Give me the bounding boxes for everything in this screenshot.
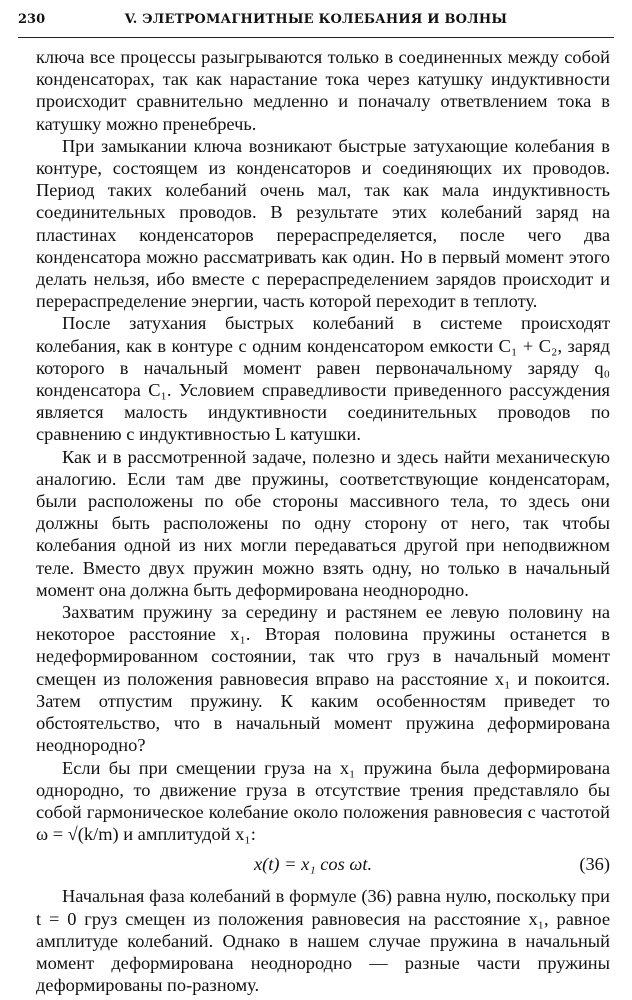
text-body [36, 46, 610, 996]
running-header [18, 12, 614, 27]
paragraph-2: При замыкании ключа возникают быстрые затухающие колебания в контуре, состоящем из конденсаторов и соединяющих их проводов. Период таких колебаний очень мал, так как мала индуктивность соединительных проводов. В результате этих колебаний заряд на пластинах конденсаторов перераспределяется, после чего два конденсатора можно рассматривать как один. Но в первый момент этого делать нельзя, ибо вместе с перераспределением зарядов происходит и перераспределение энергии, часть которой переходит в теплоту. [36, 135, 610, 312]
equation-expression: x(t) = x₁ cos ωt. [253, 854, 373, 875]
paragraph-4: Как и в рассмотренной задаче, полезно и здесь найти механическую аналогию. Если там две пружины, соответствующие конденсаторам, были расположены по обе стороны массивного тела, то здесь они должны быть расположены по одну сторону от него, так чтобы колебания одной из них могли передаваться другой при неподвижном теле. Вместо двух пружин можно взять одну, но только в начальный момент она должна быть деформирована неоднородно. [36, 446, 610, 600]
chapter-title: V. ЭЛЕТРОМАГНИТНЫЕ КОЛЕБАНИЯ И ВОЛНЫ [124, 12, 508, 27]
paragraph-7: Начальная фаза колебаний в формуле (36) равна нулю, поскольку при t = 0 груз смещен из положения равновесия на расстояние x₁, равное амплитуде колебаний. Однако в нашем случае пружина в начальный момент деформирована неоднородно — разные части пружины деформированы по-разному. [36, 886, 610, 996]
paragraph-5: Захватим пружину за середину и растянем ее левую половину на некоторое расстояние x₁. Вторая половина пружины останется в недеформированном состоянии, так что груз в начальный момент смещен из положения равновесия вправо на расстояние x₁ и покоится. Затем отпустим пружину. К каким особенностям приведет то обстоятельство, что в начальный момент пружина деформирована неоднородно? [36, 602, 610, 756]
paragraph-6: Если бы при смещении груза на x₁ пружина была деформирована однородно, то движение груза в отсутствие трения представляло бы собой гармоническое колебание около положения равновесия с частотой ω = √(k/m) и амплитудой x₁: [36, 757, 610, 845]
paragraph-1: ключа все процессы разыгрываются только в соединенных между собой конденсаторах, так как нарастание тока через катушку индуктивности происходит сравнительно медленно и поначалу ответвлением тока в катушку можно пренебречь. [36, 47, 610, 134]
equation-number: (36) [579, 854, 610, 875]
page-number: 230 [18, 12, 46, 27]
header-rule [18, 37, 614, 38]
paragraph-3: После затухания быстрых колебаний в системе происходят колебания, как в контуре с одним конденсатором емкости C₁ + C₂, заряд которого в начальный момент равен первоначальному заряду q₀ конденсатора C₁. Условием справедливости приведенного рассуждения является малость индуктивности соединительных проводов по сравнению с индуктивностью L катушки. [36, 313, 610, 445]
equation-36 [36, 849, 610, 879]
